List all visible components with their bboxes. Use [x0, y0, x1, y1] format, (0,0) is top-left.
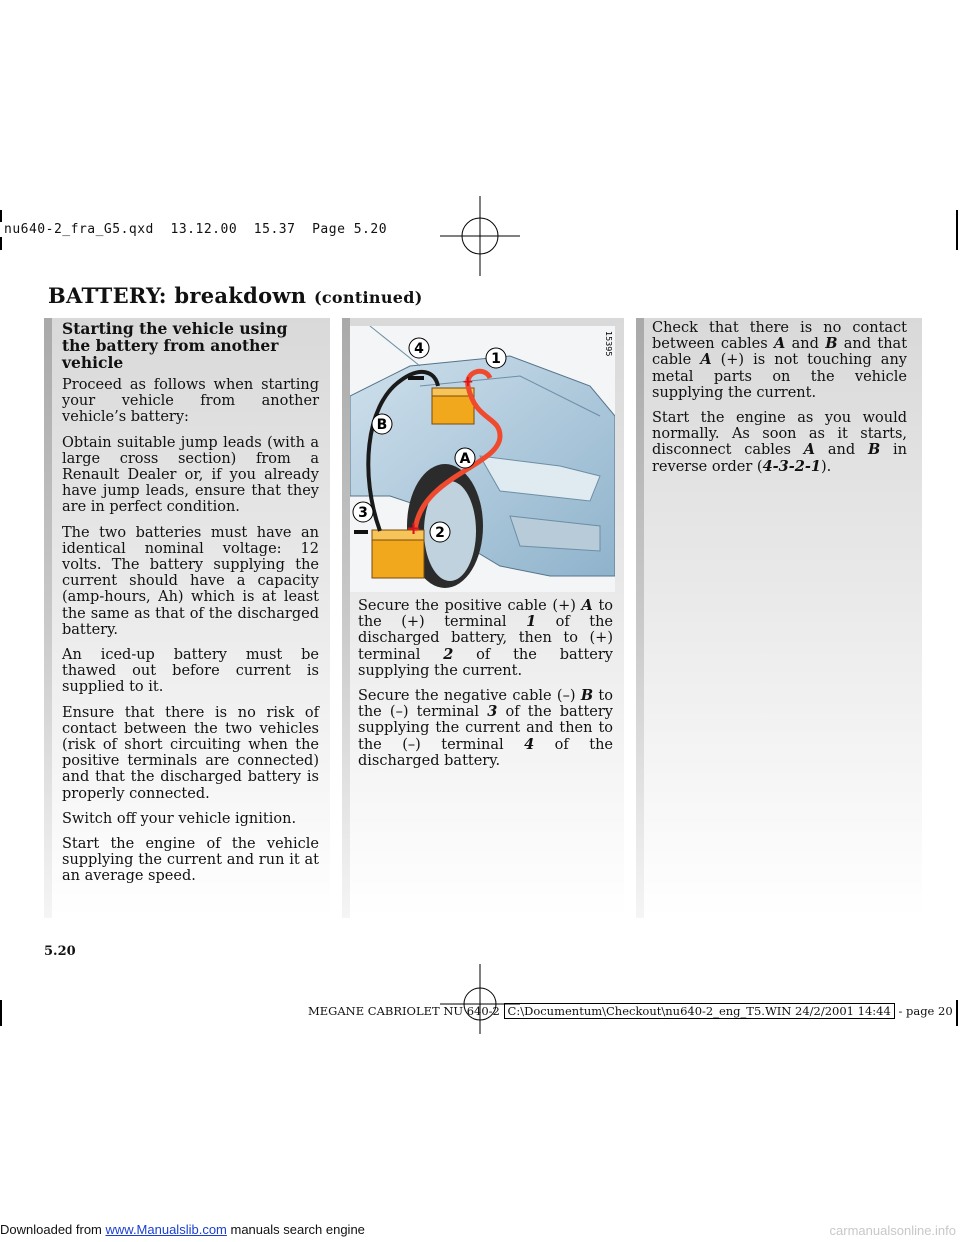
manualslib-link[interactable]: www.Manualslib.com	[105, 1222, 227, 1237]
paragraph-start-engine: Start the engine as you would normally. As soon as it starts, disconnect cables A and B in reverse order (4-3-2-1).	[652, 410, 907, 475]
crop-mark-left-bottom	[0, 1000, 2, 1026]
svg-text:+: +	[462, 374, 474, 390]
paragraph: Start the engine of the vehicle supplying the current and run it at an average speed.	[62, 836, 319, 885]
paragraph-check-contact: Check that there is no contact between cables A and B and that cable A (+) is not touching any metal parts on the vehicle supplying the current.	[652, 320, 908, 401]
jump-start-illustration	[350, 326, 615, 592]
registration-target-bottom	[440, 964, 520, 1034]
print-footer: MEGANE CABRIOLET NU 640-2 C:\Documentum\Checkout\nu640-2_eng_T5.WIN 24/2/2001 14:44 - page 20	[308, 1004, 953, 1018]
paragraph: The two batteries must have an identical nominal voltage: 12 volts. The battery supplying the current should have a capacity (amp-hours, Ah) which is at least the same as that of the discharged battery.	[62, 524, 319, 638]
file-slug: nu640-2_fra_G5.qxd 13.12.00 15.37 Page 5.20	[0, 222, 391, 237]
page-number: 5.20	[44, 944, 76, 959]
figure-code: 15395	[604, 331, 613, 357]
registration-target-top	[430, 196, 530, 276]
paragraph-negative-cable: Secure the negative cable (–) B to the (–) terminal 3 of the battery supplying the current and then to the (–) terminal 4 of the discharged battery.	[358, 687, 613, 769]
paragraph: Proceed as follows when starting your vehicle from another vehicle’s battery:	[62, 377, 319, 426]
crop-mark-right-top	[956, 210, 958, 250]
column-1	[62, 320, 319, 894]
section-heading: Starting the vehicle using the battery from another vehicle	[62, 319, 288, 372]
title-sub: (continued)	[314, 288, 423, 307]
label-1: 1	[491, 351, 501, 367]
label-2: 2	[435, 525, 445, 541]
download-note: Downloaded from www.Manualslib.com manuals search engine	[0, 1222, 365, 1237]
label-4: 4	[414, 341, 424, 357]
crop-mark-right-bottom	[956, 1000, 958, 1026]
column-3	[652, 320, 907, 484]
label-B: B	[376, 417, 388, 433]
paragraph: Obtain suitable jump leads (with a large cross section) from a Renault Dealer or, if you already have jump leads, ensure that they are in perfect condition.	[62, 434, 319, 516]
svg-text:+: +	[406, 518, 422, 539]
paragraph: An iced-up battery must be thawed out before current is supplied to it.	[62, 647, 319, 696]
label-3: 3	[358, 505, 368, 521]
paragraph-positive-cable: Secure the positive cable (+) A to the (+) terminal 1 of the discharged battery, then to (+) terminal 2 of the battery supplying the current.	[358, 597, 613, 679]
column-2	[358, 598, 613, 778]
footer-path-box: C:\Documentum\Checkout\nu640-2_eng_T5.WIN 24/2/2001 14:44	[504, 1003, 895, 1019]
watermark: carmanualsonline.info	[829, 1223, 956, 1238]
car-battery-diagram	[350, 326, 615, 592]
page-title	[48, 283, 423, 308]
paragraph: Switch off your vehicle ignition.	[62, 810, 297, 827]
label-A: A	[459, 451, 471, 467]
title-main: BATTERY: breakdown	[48, 283, 307, 308]
paragraph: Ensure that there is no risk of contact between the two vehicles (risk of short circuiting when the positive terminals are connected) and that the discharged battery is properly connected.	[62, 704, 319, 802]
